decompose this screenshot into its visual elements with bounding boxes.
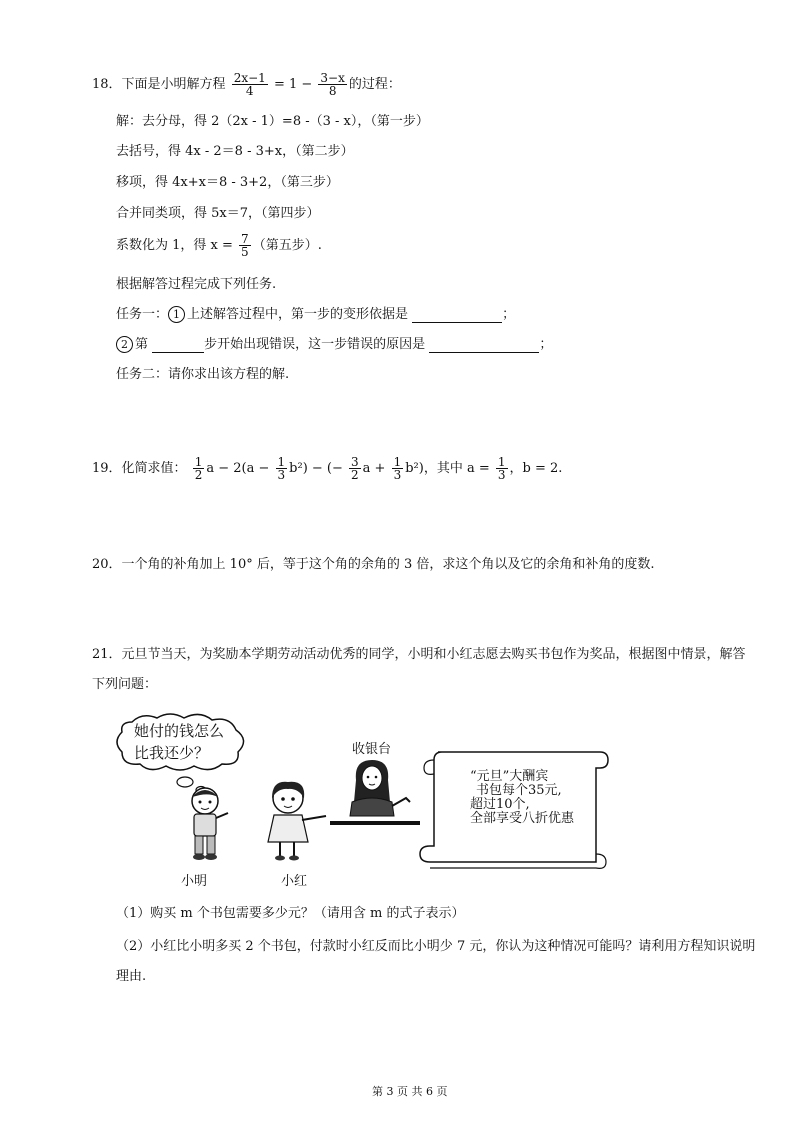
q19: 19．化简求值： $\frac{1}{2}$ a − 2(a − $\frac{1}{3}$ b²) − (− $\frac{3}{2}$ a + $\frac{1}{3}$ b²)，其中 a = $\frac{1}{3}$ ，b = 2. — [92, 455, 563, 482]
q19-frac-4: $\frac{1}{3}$ — [393, 455, 402, 482]
step5-fraction: $\frac{7}{5}$ — [241, 232, 249, 259]
circle-number-1: 1 — [168, 306, 185, 323]
q20: 20．一个角的补角加上 10° 后，等于这个角的余角的 3 倍，求这个角以及它的余角和补角的度数. — [92, 557, 655, 572]
promo-text: “元旦”大酬宾 书包每个35元, 超过10个, 全部享受八折优惠 — [470, 769, 575, 826]
label-cashier: 收银台 — [352, 742, 392, 757]
q18-tasks-intro: 根据解答过程完成下列任务. — [116, 277, 277, 292]
page-footer: 第 3 页 共 6 页 — [372, 1085, 448, 1098]
xiaoming-figure — [180, 785, 235, 865]
bubble-text: 她付的钱怎么 比我还少？ — [134, 722, 225, 762]
q18-task1-part2: 2 第 步开始出现错误，这一步错误的原因是 ； — [116, 333, 552, 353]
q18-heading: 18．下面是小明解方程 $\frac{2x-1}{4}$ = 1 − $\frac{3-x}{8}$ 的过程： — [92, 71, 401, 98]
q18-step1: 解：去分母，得 2（2x - 1）=8 -（3 - x），（第一步） — [116, 114, 429, 129]
q21-line1: 21．元旦节当天，为奖励本学期劳动活动优秀的同学，小明和小红志愿去购买书包作为奖品，根据图中情景，解答 — [92, 647, 746, 662]
equation-left-fraction: $\frac{2x-1}{4}$ — [233, 71, 266, 98]
q21-sub2-line1: （2）小红比小明多买 2 个书包，付款时小红反而比小明少 7 元，你认为这种情况可能吗？请利用方程知识说明 — [116, 939, 756, 954]
q18-task2: 任务二：请你求出该方程的解. — [116, 367, 290, 382]
xiaohong-figure — [262, 780, 332, 865]
q18-step5: 系数化为 1，得 x = $\frac{7}{5}$ （第五步）. — [116, 232, 322, 259]
label-xiaoming: 小明 — [181, 874, 208, 889]
cashier-figure — [340, 758, 420, 820]
q18-step3: 移项，得 4x+x＝8 - 3+2，（第三步） — [116, 175, 339, 190]
q21-sub1: （1）购买 m 个书包需要多少元？（请用含 m 的式子表示） — [116, 906, 465, 921]
q19-frac-3: $\frac{3}{2}$ — [351, 455, 359, 482]
q19-frac-1: $\frac{1}{2}$ — [194, 455, 203, 482]
answer-blank-step[interactable] — [152, 339, 204, 353]
q21-sub2-line2: 理由. — [116, 969, 147, 984]
circle-number-2: 2 — [116, 336, 133, 353]
q21-line2: 下列问题： — [92, 677, 158, 692]
cashier-counter — [330, 821, 420, 825]
q18-task1: 任务一： 1 上述解答过程中，第一步的变形依据是 ； — [116, 307, 516, 322]
answer-blank-reason[interactable] — [429, 339, 539, 353]
q19-frac-2: $\frac{1}{3}$ — [277, 455, 286, 482]
label-xiaohong: 小红 — [281, 874, 308, 889]
q18-step2: 去括号，得 4x - 2＝8 - 3+x，（第二步） — [116, 144, 354, 159]
answer-blank-basis[interactable] — [412, 309, 502, 323]
equation-right-fraction: $\frac{3-x}{8}$ — [320, 71, 345, 98]
q18-step4: 合并同类项，得 5x＝7，（第四步） — [116, 206, 320, 221]
q19-frac-5: $\frac{1}{3}$ — [497, 455, 506, 482]
